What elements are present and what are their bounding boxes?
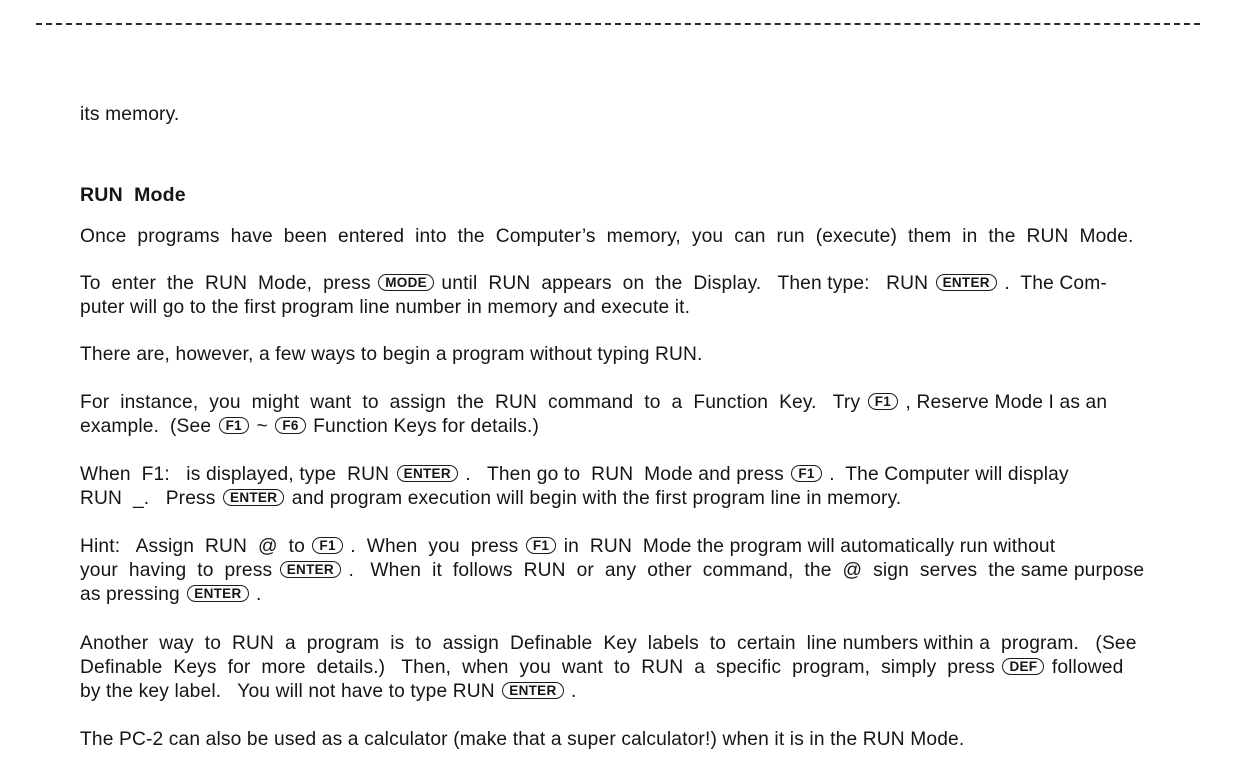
text-segment: . The Computer will display <box>829 464 1069 485</box>
text-segment: , Reserve Mode I as an <box>905 392 1108 413</box>
f1-key-icon: F1 <box>526 537 556 554</box>
text-segment: Definable Keys for more details.) Then, when you want to RUN a specific program, simply press <box>80 657 995 678</box>
paragraph-calculator: The PC-2 can also be used as a calculator (make that a super calculator!) when it is in the RUN Mode. <box>80 729 965 750</box>
paragraph-f1-display-line2 <box>80 487 901 511</box>
text-segment: RUN _. Press <box>80 488 216 509</box>
text-segment: and program execution will begin with the first program line in memory. <box>291 488 902 509</box>
enter-key-icon: ENTER <box>502 682 563 699</box>
top-dashed-rule <box>36 23 1200 25</box>
text-segment: as pressing <box>80 584 180 605</box>
paragraph-f1-display-line1 <box>80 463 1069 487</box>
tilde-symbol: ~ <box>256 416 268 437</box>
paragraph-run-mode-intro: Once programs have been entered into the Computer’s memory, you can run (execute) them in the RUN Mode. <box>80 226 1134 247</box>
paragraph-hint-line2 <box>80 559 1144 583</box>
text-segment: To enter the RUN Mode, press <box>80 273 371 294</box>
paragraph-definable-keys-line1: Another way to RUN a program is to assign Definable Key labels to certain line numbers within a program. (See <box>80 633 1137 654</box>
text-segment: For instance, you might want to assign the RUN command to a Function Key. Try <box>80 392 861 413</box>
f1-key-icon: F1 <box>868 393 898 410</box>
paragraph-enter-run-mode-line2: puter will go to the first program line number in memory and execute it. <box>80 297 691 318</box>
paragraph-function-key-line2 <box>80 415 539 439</box>
text-segment: . When you press <box>350 536 519 557</box>
section-heading-run-mode: RUN Mode <box>80 184 186 206</box>
enter-key-icon: ENTER <box>223 489 284 506</box>
paragraph-hint-line3 <box>80 583 262 607</box>
text-segment: Function Keys for details.) <box>313 416 540 437</box>
text-segment: . When it follows RUN or any other command, the @ sign serves the same purpose <box>348 560 1145 581</box>
text-segment: your having to press <box>80 560 273 581</box>
f1-key-icon: F1 <box>312 537 342 554</box>
paragraph-other-ways: There are, however, a few ways to begin a program without typing RUN. <box>80 344 703 365</box>
enter-key-icon: ENTER <box>187 585 248 602</box>
paragraph-enter-run-mode-line1 <box>80 272 1107 296</box>
text-segment: Hint: Assign RUN @ to <box>80 536 305 557</box>
text-segment: . Then go to RUN Mode and press <box>465 464 784 485</box>
enter-key-icon: ENTER <box>397 465 458 482</box>
text-segment: . <box>571 681 577 702</box>
f1-key-icon: F1 <box>791 465 821 482</box>
paragraph-definable-keys-line2 <box>80 656 1123 680</box>
paragraph-hint-line1 <box>80 535 1055 559</box>
enter-key-icon: ENTER <box>936 274 997 291</box>
def-key-icon: DEF <box>1002 658 1044 675</box>
text-segment: When F1: is displayed, type RUN <box>80 464 390 485</box>
mode-key-icon: MODE <box>378 274 434 291</box>
text-segment: example. (See <box>80 416 212 437</box>
text-segment: by the key label. You will not have to type RUN <box>80 681 495 702</box>
f6-key-icon: F6 <box>275 417 305 434</box>
paragraph-function-key-line1 <box>80 391 1107 415</box>
f1-key-icon: F1 <box>219 417 249 434</box>
text-segment: . The Com- <box>1004 273 1107 294</box>
text-segment: followed <box>1051 657 1124 678</box>
text-segment: . <box>256 584 262 605</box>
text-segment: until RUN appears on the Display. Then type: RUN <box>441 273 929 294</box>
enter-key-icon: ENTER <box>280 561 341 578</box>
paragraph-definable-keys-line3 <box>80 680 577 704</box>
text-segment: in RUN Mode the program will automatically run without <box>563 536 1056 557</box>
intro-fragment: its memory. <box>80 104 180 125</box>
